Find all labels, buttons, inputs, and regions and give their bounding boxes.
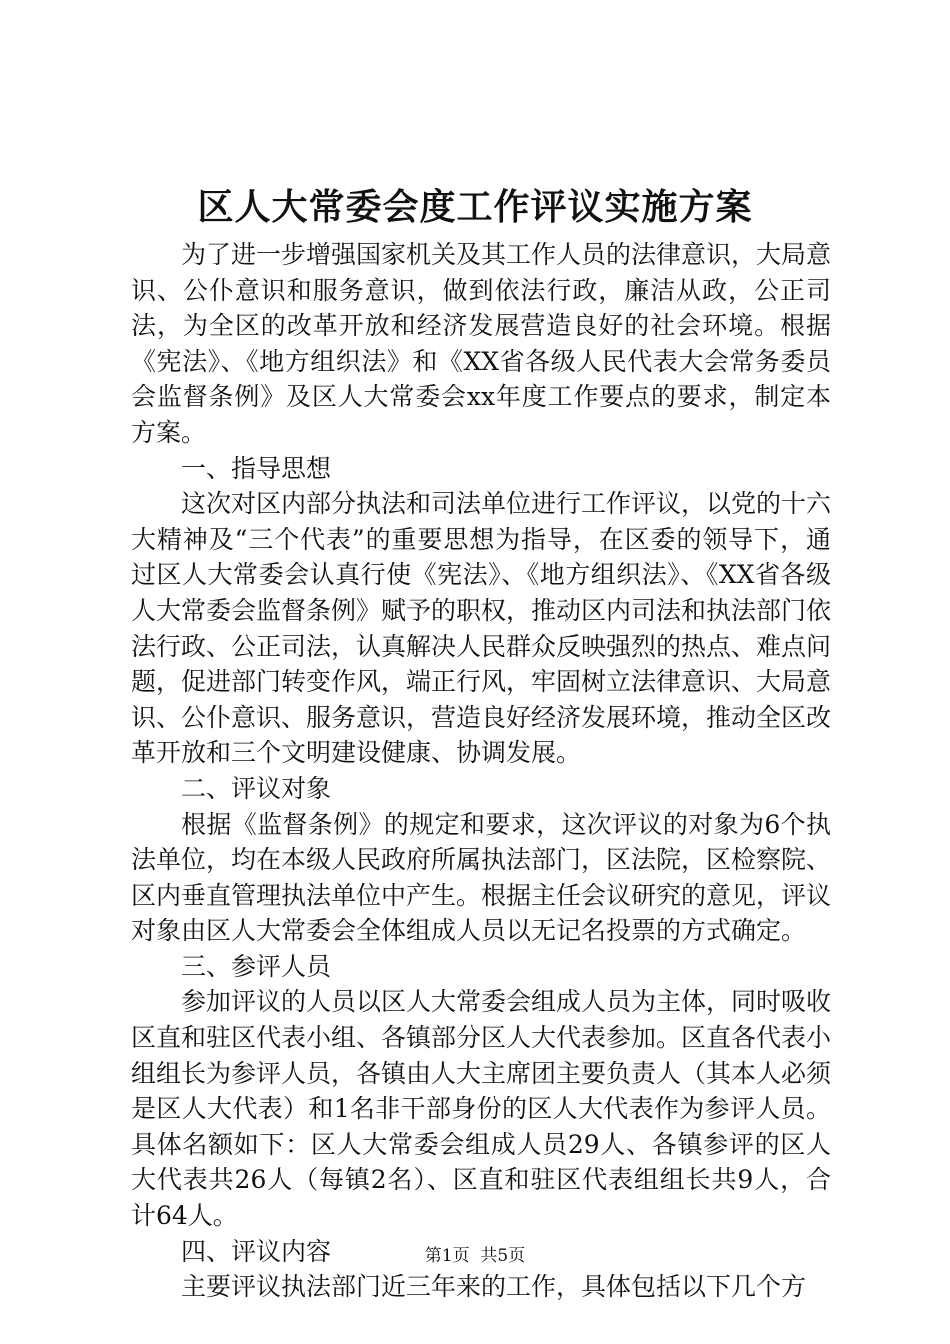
review-content-paragraph: 主要评议执法部门近三年来的工作，具体包括以下几个方 (181, 1272, 807, 1302)
document-body (131, 237, 831, 1305)
section-heading-participants: 三、参评人员 (181, 951, 332, 981)
participants-paragraph: 参加评议的人员以区人大常委会组成人员为主体，同时吸收区直和驻区代表小组、各镇部分区人大代表参加。区直各代表小组组长为参评人员，各镇由人大主席团主要负责人（其本人必须是区人大代表）和1名非干部身份的区人大代表作为参评人员。具体名额如下：区人大常委会组成人员29人、各镇参评的区人大代表共26人（每镇2名）、区直和驻区代表组组长共9人，合计64人。 (131, 987, 832, 1231)
document-title: 区人大常委会度工作评议实施方案 (197, 186, 753, 228)
section-heading-review-content: 四、评议内容 (181, 1236, 332, 1266)
review-targets-paragraph: 根据《监督条例》的规定和要求，这次评议的对象为6个执法单位，均在本级人民政府所属执法部门，区法院，区检察院、区内垂直管理执法单位中产生。根据主任会议研究的意见，评议对象由区人大常委会全体组成人员以无记名投票的方式确定。 (131, 809, 832, 946)
intro-paragraph: 为了进一步增强国家机关及其工作人员的法律意识，大局意识、公仆意识和服务意识，做到依法行政，廉洁从政，公正司法，为全区的改革开放和经济发展营造良好的社会环境。根据《宪法》、《地方组织法》和《XX省各级人民代表大会常务委员会监督条例》及区人大常委会xx年度工作要点的要求，制定本方案。 (131, 240, 832, 447)
page-total: 共5页 (480, 1246, 526, 1266)
guiding-ideology-paragraph: 这次对区内部分执法和司法单位进行工作评议，以党的十六大精神及“三个代表”的重要思想为指导，在区委的领导下，通过区人大常委会认真行使《宪法》、《地方组织法》、《XX省各级人大常委会监督条例》赋予的职权，推动区内司法和执法部门依法行政、公正司法，认真解决人民群众反映强烈的热点、难点问题，促进部门转变作风，端正行风，牢固树立法律意识、大局意识、公仆意识、服务意识，营造良好经济发展环境，推动全区改革开放和三个文明建设健康、协调发展。 (131, 489, 832, 768)
section-heading-review-targets: 二、评议对象 (181, 773, 332, 803)
page-number: 第1页 (424, 1246, 470, 1266)
footer-separator (470, 1246, 481, 1266)
page-footer (0, 1244, 950, 1268)
section-heading-guiding-ideology: 一、指导思想 (181, 453, 332, 483)
